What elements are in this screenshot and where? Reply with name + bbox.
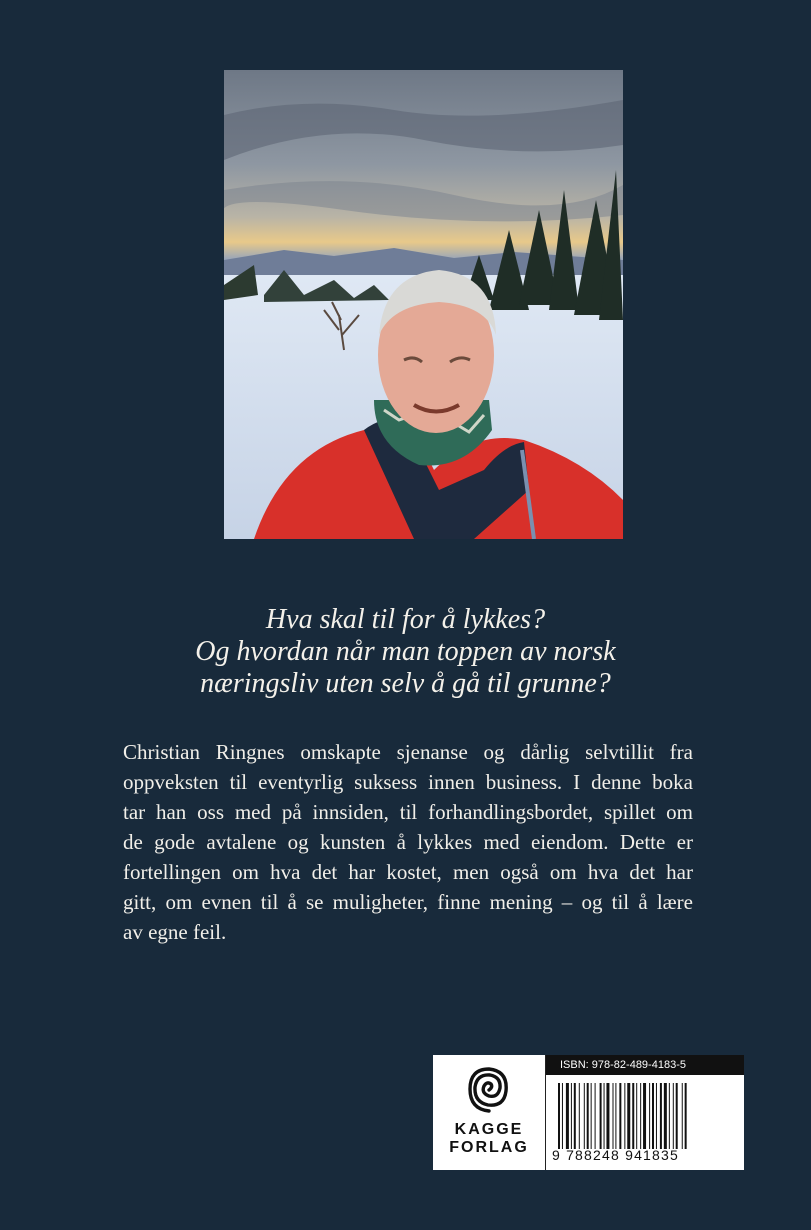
blurb-line: oppveksten til eventyrlig suksess innen business. I denne boka [123,770,693,794]
barcode-bar [640,1083,641,1149]
blurb-line: av egne feil. [123,920,227,944]
publisher-logo [433,1055,546,1170]
barcode-bar [613,1083,614,1149]
author-photo [224,70,623,539]
barcode-bar [649,1083,650,1149]
barcode-panel [433,1055,744,1170]
blurb-line: gitt, om evnen til å se muligheter, finne mening – og til å lære [123,890,693,914]
barcode-bar [615,1083,616,1149]
barcode-bar [587,1083,589,1149]
isbn-label: ISBN: 978-82-489-4183-5 [546,1055,744,1075]
barcode-bar [652,1083,654,1149]
blurb-line: Christian Ringnes omskapte sjenanse og dårlig selvtillit fra [123,740,693,764]
publisher-name [449,1121,529,1157]
publisher-name-line1: KAGGE [454,1121,524,1138]
barcode-bar [579,1083,580,1149]
tagline-line: Og hvordan når man toppen av norsk [195,636,616,667]
barcode-bar [604,1083,605,1149]
spiral-logo-icon [467,1065,511,1115]
barcode-bar [574,1083,576,1149]
barcode-bar [685,1083,687,1149]
barcode-bar [619,1083,621,1149]
barcode-bar [682,1083,683,1149]
barcode-digits: 9 788248 941835 [552,1147,679,1163]
barcode-bar [558,1083,560,1149]
barcode-bar [632,1083,634,1149]
barcode-bar [636,1083,637,1149]
barcode-bar [606,1083,609,1149]
barcode-bars [558,1083,736,1149]
publisher-name-line2: FORLAG [449,1139,529,1156]
barcode-bar [660,1083,662,1149]
barcode-bar [656,1083,657,1149]
tagline-line: næringsliv uten selv å gå til grunne? [200,668,611,699]
barcode-bar [676,1083,678,1149]
barcode-bar [566,1083,569,1149]
blurb-line: tar han oss med på innsiden, til forhandlingsbordet, spillet om [123,800,693,824]
tagline-line: Hva skal til for å lykkes? [265,604,546,635]
tagline [120,604,691,700]
barcode-bar [595,1083,596,1149]
isbn-barcode [546,1055,744,1170]
barcode-bar [627,1083,630,1149]
barcode-bar [664,1083,667,1149]
barcode-bar [673,1083,674,1149]
barcode-bar [600,1083,602,1149]
blurb-line: fortellingen om hva det har kostet, men også om hva det har [123,860,693,884]
barcode-bar [643,1083,646,1149]
author-photo-illustration [224,70,623,539]
barcode-bar [624,1083,625,1149]
book-blurb [123,737,693,947]
blurb-line: de gode avtalene og kunsten å lykkes med eiendom. Dette er [123,830,693,854]
barcode-bar [584,1083,585,1149]
barcode-bar [669,1083,670,1149]
barcode-bar [591,1083,592,1149]
barcode-bar [571,1083,572,1149]
barcode-bar [562,1083,563,1149]
